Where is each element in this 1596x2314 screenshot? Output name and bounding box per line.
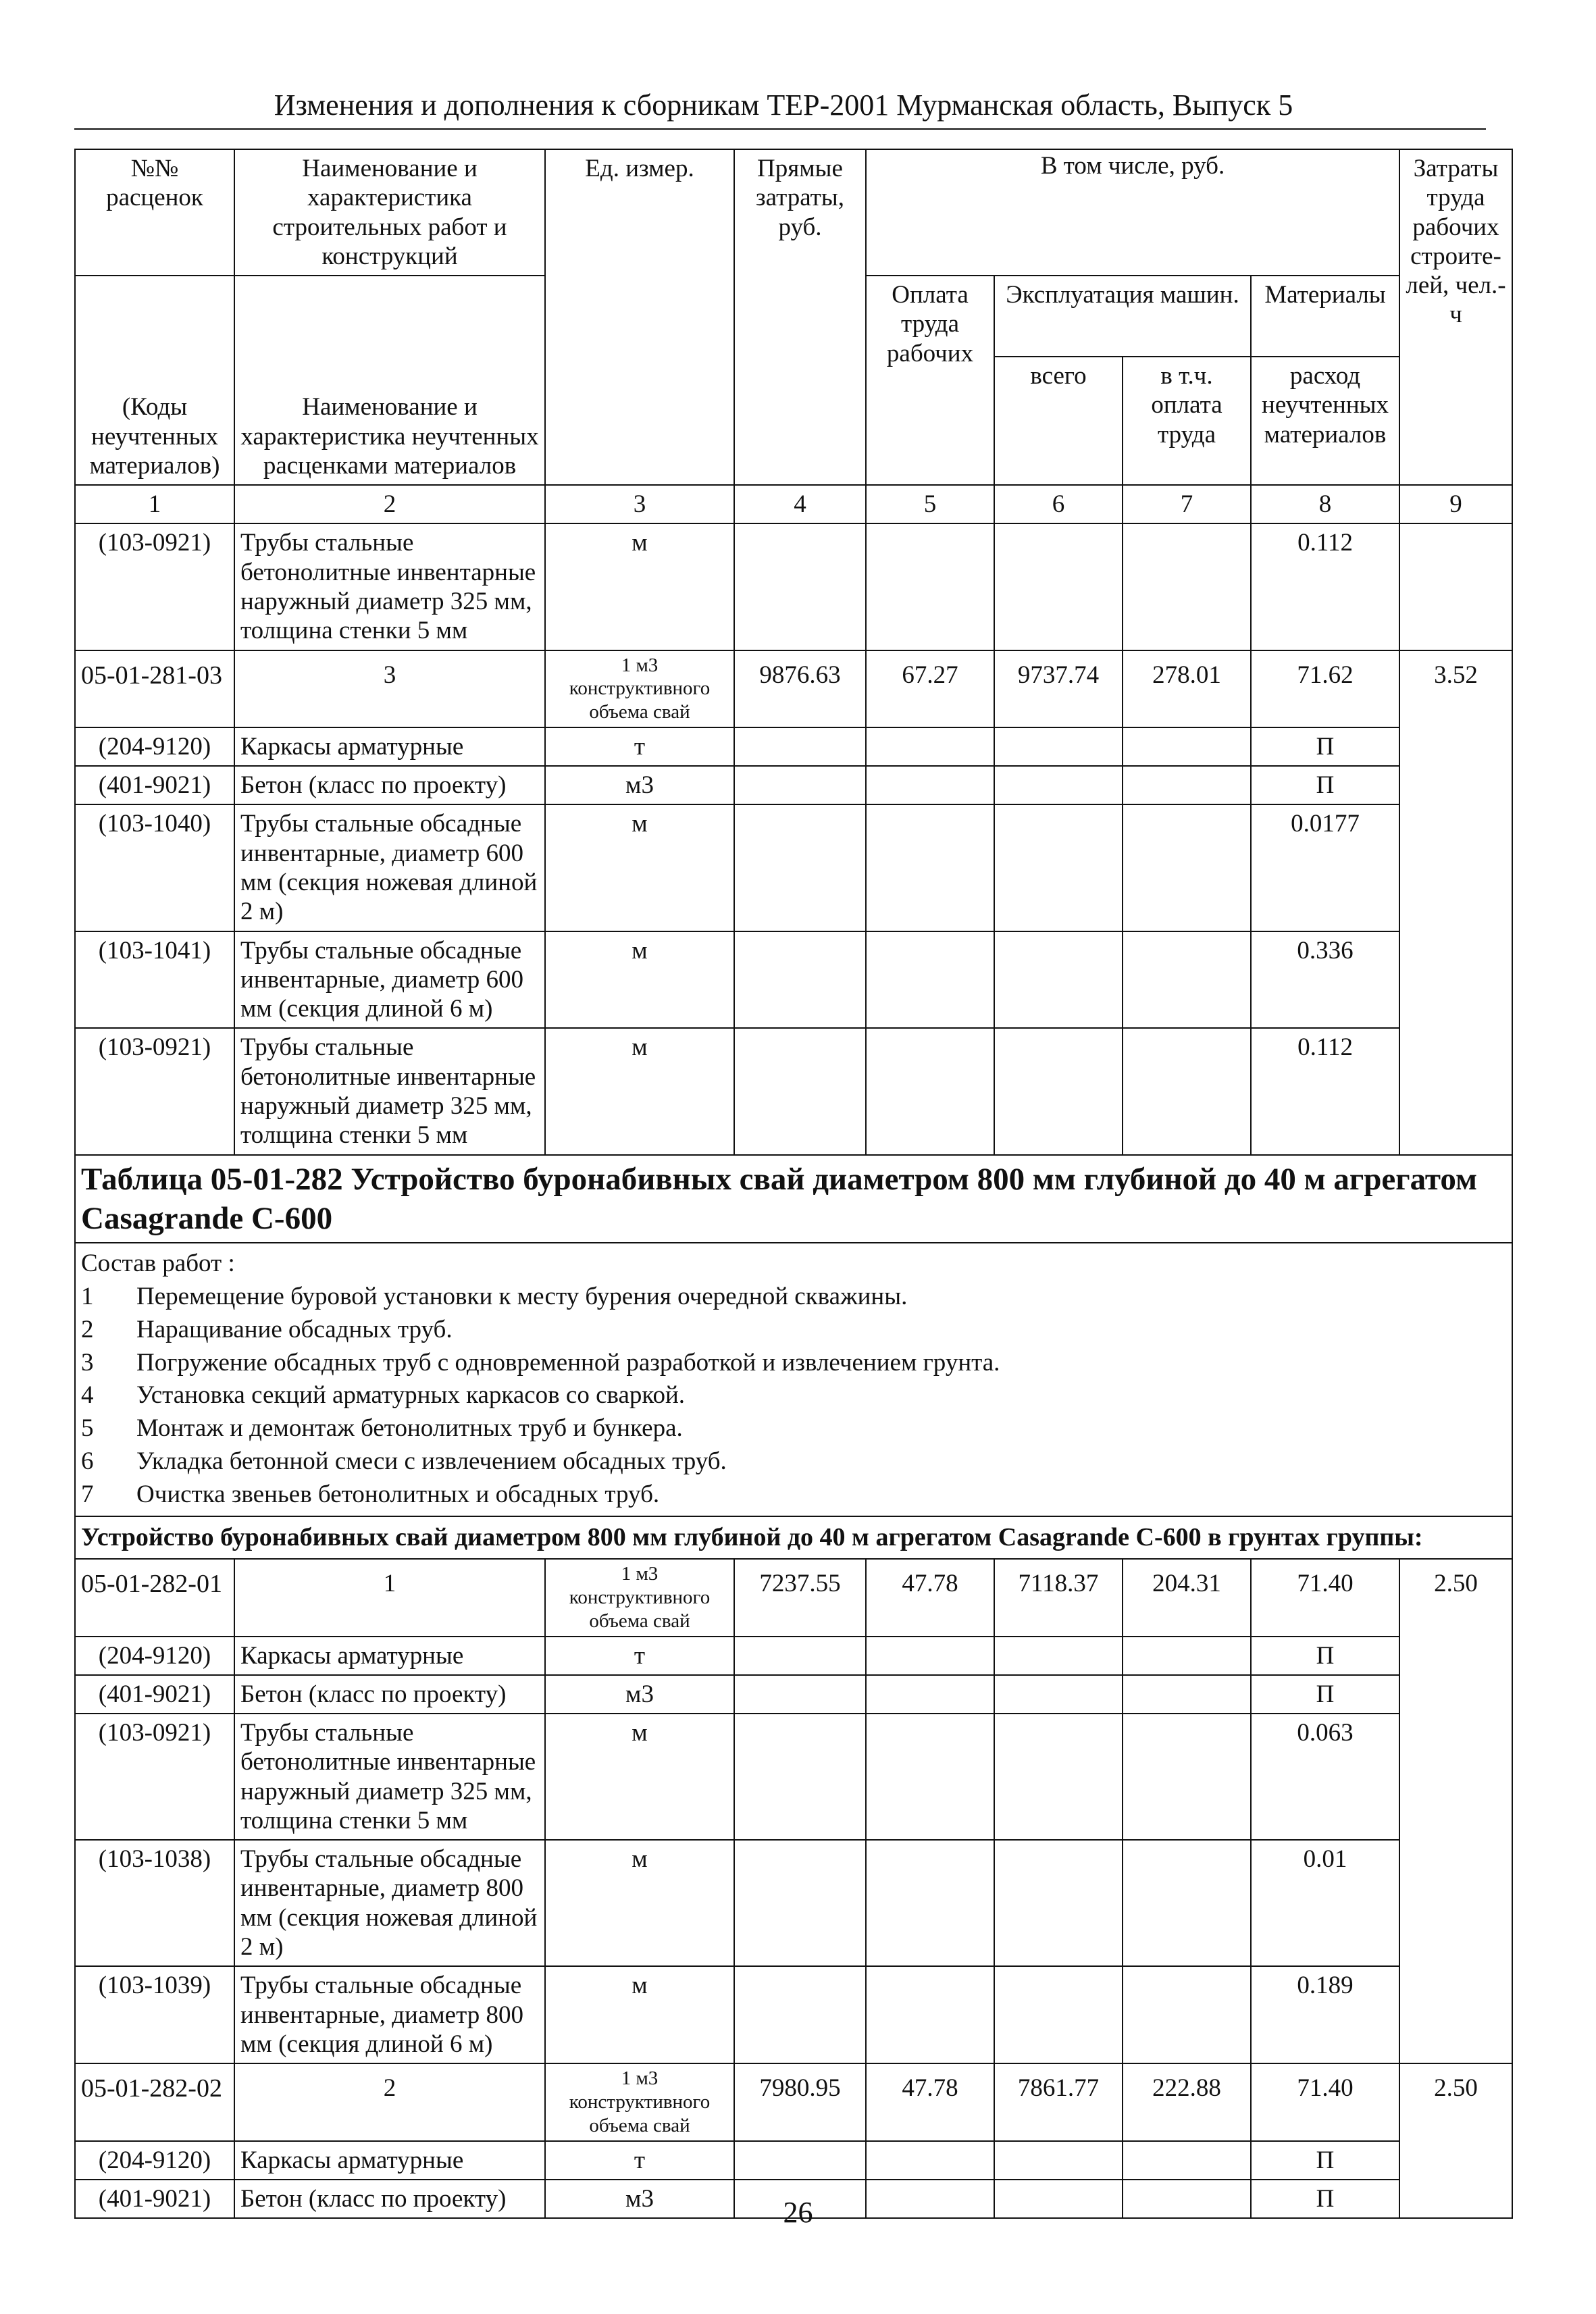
material-unit: м3 xyxy=(545,2180,734,2218)
col-number: 7 xyxy=(1123,485,1251,523)
rate-hours: 3.52 xyxy=(1399,650,1512,1155)
material-row xyxy=(75,931,1512,1029)
work-item: 6 Укладка бетонной смеси с извлечением обсадных труб. xyxy=(81,1447,727,1476)
rate-code: 05-01-281-03 xyxy=(75,650,234,727)
material-unit: м xyxy=(545,1028,734,1154)
material-consumption: 0.01 xyxy=(1251,1840,1399,1966)
material-row xyxy=(75,1840,1512,1966)
rate-hours: 2.50 xyxy=(1399,1559,1512,2063)
rate-machines-labor: 278.01 xyxy=(1123,650,1251,727)
rate-row xyxy=(75,650,1512,727)
material-consumption: 0.189 xyxy=(1251,1966,1399,2063)
material-consumption: П xyxy=(1251,727,1399,766)
col-header-codes-b: (Коды неучтенных материалов) xyxy=(75,276,234,485)
col-number: 8 xyxy=(1251,485,1399,523)
material-consumption: 0.112 xyxy=(1251,523,1399,650)
rate-materials: 71.40 xyxy=(1251,2063,1399,2140)
col-header-machines: Эксплуатация машин. xyxy=(994,276,1251,357)
rate-unit: 1 м3 конструктивного объема свай xyxy=(545,650,734,727)
col-number: 6 xyxy=(994,485,1123,523)
material-code: (204-9120) xyxy=(75,2141,234,2180)
col-header-labor: Оплата труда рабочих xyxy=(866,276,994,485)
col-header-materials-use: расход неучтенных материалов xyxy=(1251,357,1399,485)
material-code: (103-1039) xyxy=(75,1966,234,2063)
rate-unit: 1 м3 конструктивного объема свай xyxy=(545,2063,734,2140)
material-unit: м3 xyxy=(545,766,734,804)
material-row xyxy=(75,523,1512,650)
material-row xyxy=(75,804,1512,931)
material-consumption: 0.112 xyxy=(1251,1028,1399,1154)
rate-unit: 1 м3 конструктивного объема свай xyxy=(545,1559,734,1636)
rate-machines: 7861.77 xyxy=(994,2063,1123,2140)
work-item: 3 Погружение обсадных труб с одновременной разработкой и извлечением грунта. xyxy=(81,1348,1000,1377)
material-row xyxy=(75,766,1512,804)
col-number: 5 xyxy=(866,485,994,523)
col-header-unit: Ед. измер. xyxy=(545,149,734,485)
col-header-direct: Прямые затраты, руб. xyxy=(734,149,866,485)
rate-direct: 7237.55 xyxy=(734,1559,866,1636)
material-row xyxy=(75,1028,1512,1154)
material-code: (103-0921) xyxy=(75,1028,234,1154)
material-name: Трубы стальные бетонолитные инвентарные наружный диаметр 325 мм, толщина стенки 5 мм xyxy=(234,1714,545,1840)
rate-machines: 7118.37 xyxy=(994,1559,1123,1636)
col-number: 9 xyxy=(1399,485,1512,523)
material-name: Трубы стальные бетонолитные инвентарные наружный диаметр 325 мм, толщина стенки 5 мм xyxy=(234,1028,545,1154)
material-code: (204-9120) xyxy=(75,727,234,766)
material-consumption: П xyxy=(1251,2141,1399,2180)
section-title: Таблица 05-01-282 Устройство буронабивных свай диаметром 800 мм глубиной до 40 м агрегатом Casagrande С-600 xyxy=(75,1155,1512,1243)
work-item: 2 Наращивание обсадных труб. xyxy=(81,1315,453,1343)
works-list xyxy=(75,1243,1512,1516)
material-code: (103-0921) xyxy=(75,523,234,650)
col-header-machines-labor: в т.ч. оплата труда xyxy=(1123,357,1251,485)
page-header: Изменения и дополнения к сборникам ТЕР-2001 Мурманская область, Выпуск 5 xyxy=(274,88,1293,122)
rate-labor: 67.27 xyxy=(866,650,994,727)
material-name: Бетон (класс по проекту) xyxy=(234,766,545,804)
material-consumption: П xyxy=(1251,2180,1399,2218)
material-row xyxy=(75,1675,1512,1714)
material-row xyxy=(75,727,1512,766)
rate-code: 05-01-282-02 xyxy=(75,2063,234,2140)
rates-table xyxy=(74,149,1513,2219)
material-unit: м xyxy=(545,1840,734,1966)
material-unit: м xyxy=(545,931,734,1029)
material-name: Каркасы арматурные xyxy=(234,727,545,766)
col-header-name: Наименование и характеристика строительных работ и конструкций xyxy=(234,149,545,276)
rate-name: 3 xyxy=(234,650,545,727)
rate-hours: 2.50 xyxy=(1399,2063,1512,2218)
material-code: (103-1038) xyxy=(75,1840,234,1966)
rate-materials: 71.62 xyxy=(1251,650,1399,727)
col-header-materials: Материалы xyxy=(1251,276,1399,357)
rate-materials: 71.40 xyxy=(1251,1559,1399,1636)
rate-direct: 9876.63 xyxy=(734,650,866,727)
col-header-codes: №№ расценок xyxy=(75,149,234,276)
material-name: Бетон (класс по проекту) xyxy=(234,2180,545,2218)
work-item: 4 Установка секций арматурных каркасов со сваркой. xyxy=(81,1381,686,1410)
col-header-group: В том числе, руб. xyxy=(866,149,1399,276)
material-unit: м xyxy=(545,1966,734,2063)
material-consumption: 0.336 xyxy=(1251,931,1399,1029)
material-unit: м xyxy=(545,804,734,931)
rate-machines-labor: 204.31 xyxy=(1123,1559,1251,1636)
material-name: Трубы стальные бетонолитные инвентарные наружный диаметр 325 мм, толщина стенки 5 мм xyxy=(234,523,545,650)
material-code: (103-1040) xyxy=(75,804,234,931)
material-unit: м3 xyxy=(545,1675,734,1714)
section-subtitle: Устройство буронабивных свай диаметром 800 мм глубиной до 40 м агрегатом Casagrande С-600 в грунтах группы: xyxy=(75,1516,1512,1559)
col-header-machines-total: всего xyxy=(994,357,1123,485)
material-row xyxy=(75,1966,1512,2063)
col-header-name-b: Наименование и характеристика неучтенных расценками материалов xyxy=(234,276,545,485)
col-header-hours: Затраты труда рабочих строите- лей, чел.-ч xyxy=(1399,149,1512,485)
material-name: Каркасы арматурные xyxy=(234,1637,545,1675)
col-number: 4 xyxy=(734,485,866,523)
material-code: (401-9021) xyxy=(75,766,234,804)
col-number: 1 xyxy=(75,485,234,523)
page-number: 26 xyxy=(783,2196,813,2229)
material-unit: т xyxy=(545,727,734,766)
rate-direct: 7980.95 xyxy=(734,2063,866,2140)
header-rule xyxy=(74,128,1486,130)
rate-row xyxy=(75,2063,1512,2140)
material-unit: т xyxy=(545,2141,734,2180)
material-row xyxy=(75,2141,1512,2180)
material-name: Трубы стальные обсадные инвентарные, диаметр 600 мм (секция длиной 6 м) xyxy=(234,931,545,1029)
material-name: Трубы стальные обсадные инвентарные, диаметр 600 мм (секция ножевая длиной 2 м) xyxy=(234,804,545,931)
material-consumption: П xyxy=(1251,766,1399,804)
col-number: 3 xyxy=(545,485,734,523)
material-unit: м xyxy=(545,1714,734,1840)
works-label: Состав работ : xyxy=(81,1250,235,1278)
material-unit: т xyxy=(545,1637,734,1675)
rate-labor: 47.78 xyxy=(866,1559,994,1636)
rate-name: 1 xyxy=(234,1559,545,1636)
rate-row xyxy=(75,1559,1512,1636)
work-item: 7 Очистка звеньев бетонолитных и обсадных труб. xyxy=(81,1480,660,1508)
rate-machines-labor: 222.88 xyxy=(1123,2063,1251,2140)
work-item: 5 Монтаж и демонтаж бетонолитных труб и бункера. xyxy=(81,1414,683,1443)
material-code: (103-0921) xyxy=(75,1714,234,1840)
rate-labor: 47.78 xyxy=(866,2063,994,2140)
material-code: (103-1041) xyxy=(75,931,234,1029)
material-consumption: П xyxy=(1251,1675,1399,1714)
rate-name: 2 xyxy=(234,2063,545,2140)
material-name: Каркасы арматурные xyxy=(234,2141,545,2180)
col-number: 2 xyxy=(234,485,545,523)
material-name: Трубы стальные обсадные инвентарные, диаметр 800 мм (секция ножевая длиной 2 м) xyxy=(234,1840,545,1966)
work-item: 1 Перемещение буровой установки к месту бурения очередной скважины. xyxy=(81,1282,908,1310)
material-name: Бетон (класс по проекту) xyxy=(234,1675,545,1714)
rate-code: 05-01-282-01 xyxy=(75,1559,234,1636)
material-row xyxy=(75,1637,1512,1675)
material-code: (204-9120) xyxy=(75,1637,234,1675)
rate-machines: 9737.74 xyxy=(994,650,1123,727)
material-consumption: 0.0177 xyxy=(1251,804,1399,931)
material-consumption: 0.063 xyxy=(1251,1714,1399,1840)
material-unit: м xyxy=(545,523,734,650)
material-code: (401-9021) xyxy=(75,1675,234,1714)
material-consumption: П xyxy=(1251,1637,1399,1675)
material-row xyxy=(75,1714,1512,1840)
material-code: (401-9021) xyxy=(75,2180,234,2218)
material-name: Трубы стальные обсадные инвентарные, диаметр 800 мм (секция длиной 6 м) xyxy=(234,1966,545,2063)
